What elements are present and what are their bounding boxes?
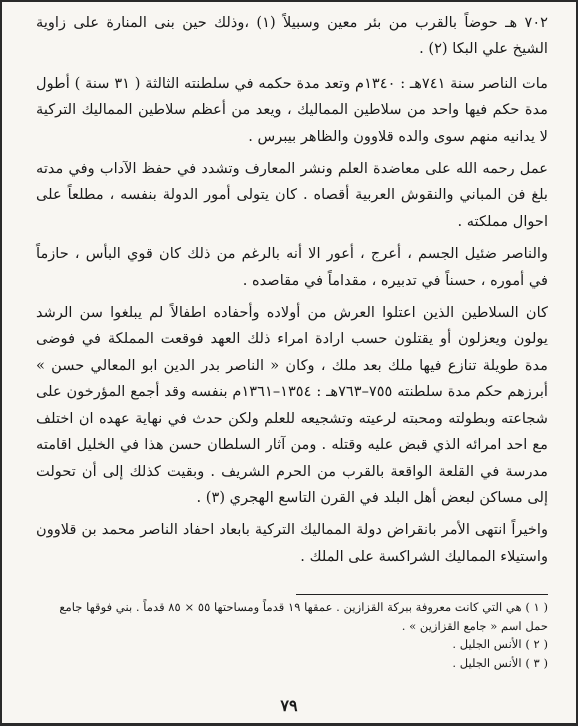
paragraph-4: والناصر ضئيل الجسم ، أعرج ، أعور الا أنه بالرغم من ذلك كان قوي البأس ، حازماً في أموره ، حسناً في تدبيره ، مقداماً في مقاصده . [36,245,548,289]
footnote-separator [296,594,548,595]
footnote-3: ( ٣ ) الأنس الجليل . [452,655,548,670]
main-text [36,10,548,576]
paragraph-6: واخيراً انتهى الأمر بانقراض دولة المماليك التركية بابعاد احفاد الناصر محمد بن قلاوون واستيلاء المماليك الشراكسة على الملك . [36,521,548,565]
footnote-1: ( ١ ) هي التي كانت معروفة ببركة القزازين . عمقها ١٩ قدماً ومساحتها ٥٥ × ٨٥ قدماً . بني فوقها جامع حمل اسم « جامع القزازين » . [59,600,548,633]
footnote-2: ( ٢ ) الأنس الجليل . [452,637,548,652]
paragraph-2: مات الناصر سنة ٧٤١هـ : ١٣٤٠م وتعد مدة حكمه في سلطنته الثالثة ( ٣١ سنة ) أطول مدة حكم فيها واحد من سلاطين المماليك ، ويعد من أعظم سلاطين المماليك التركية لا يدانيه منهم سوى والده قلاوون والظاهر بيبرس . [36,74,548,145]
paragraph-5: كان السلاطين الذين اعتلوا العرش من أولاده وأحفاده اطفالاً لم يبلغوا سن الرشد يولون ويعزلون أو يقتلون حسب ارادة امراء ذلك العهد فوقعت المملكة في فوضى مدة طويلة تنازع فيها ملك بعد ملك ، وكان « الناصر بدر الدين ابو المعالي حسن » أبرزهم حكم مدة سلطنته ٧٥٥–٧٦٣هـ : ١٣٥٤–١٣٦١م بنفسه وقد أجمع المؤرخون على شجاعته وبطولته ومحبته لرعيته وتشجيعه للعلم ولكن حدث في نهاية عهده ان اختلف مع احد امرائه الذي قبض عليه وقتله . ومن آثار السلطان حسن هذا في الخليل اقامته مدرسة في القلعة الواقعة بالقرب من الحرم الشريف . وبقيت كذلك إلى أن تحولت إلى مساكن لبعض أهل البلد في القرن التاسع الهجري (٣) . [36,304,548,506]
footnotes [36,598,548,672]
page-number: ٧٩ [280,696,298,715]
paragraph-1: ٧٠٢ هـ حوضاً بالقرب من بئر معين وسبيلاً (١) ،وذلك حين بنى المنارة على زاوية الشيخ علي البكا (٢) . [36,14,548,58]
paragraph-3: عمل رحمه الله على معاضدة العلم ونشر المعارف وتشدد في حفظ الآداب وفي مدته بلغ فن المباني والنقوش العربية أقصاه . كان يتولى أمور الدولة بنفسه ، مطلعاً على احوال مملكته . [36,160,548,230]
